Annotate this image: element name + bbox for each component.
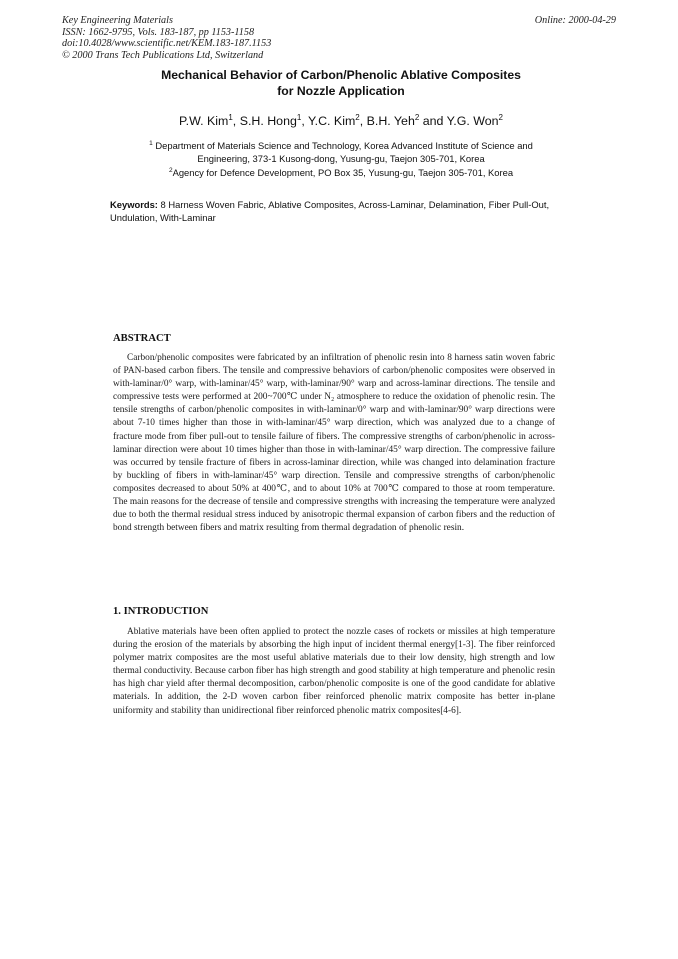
author-affil-mark: 1 bbox=[228, 113, 233, 122]
abstract-heading: ABSTRACT bbox=[113, 333, 171, 344]
online-date: Online: 2000-04-29 bbox=[534, 15, 616, 26]
affiliation-1 bbox=[60, 138, 622, 165]
abstract-paragraph: Carbon/phenolic composites were fabricated by an infiltration of phenolic resin into 8 harness satin woven fabric of PAN-based carbon fibers. The tensile and compressive behaviors of carbon/phenolic composites were observed in with-laminar/0° warp, with-laminar/45° warp, with-laminar/90° warp and across-laminar directions. The tensile and compressive tests were performed at 200~700℃ under N₂ atmosphere to reduce the oxidation of phenolic resin. The tensile strengths of carbon/phenolic composites in with-laminar/0° warp and with-laminar/90° warp directions were about 7-10 times higher than those in with-laminar/45° warp direction, which was analyzed due to a change of fracture mode from fiber pull-out to tensile failure of fibers. The compressive strengths of carbon/phenolic in across-laminar direction were about 10 times higher than those in with-laminar/45° warp direction. The compressive failure was occurred by tensile fracture of fibers in across-laminar direction, while was changed into delamination fracture by buckling of fibers in with-laminar/45° warp direction. Tensile and compressive strengths of carbon/phenolic composites decreased to about 50% at 400℃, and to about 10% at 700℃ compared to those at room temperature. The main reasons for the decrease of tensile and compressive strengths with increasing the temperature were analyzed due to both the thermal residual stress induced by anisotropic thermal expansion of carbon fibers and the reduction of bond strength between fibers and matrix resulting from thermal degradation of phenolic resin. bbox=[113, 353, 555, 534]
affiliation-1-line-2: Engineering, 373-1 Kusong-dong, Yusung-gu, Taejon 305-701, Korea bbox=[197, 152, 485, 164]
author-list bbox=[60, 113, 622, 128]
author-separator: , bbox=[359, 114, 367, 129]
author-separator: , bbox=[301, 114, 308, 129]
affiliation-1-line-1: Department of Materials Science and Technology, Korea Advanced Institute of Science and bbox=[155, 140, 533, 152]
introduction-paragraph: Ablative materials have been often applied to protect the nozzle cases of rockets or missiles at high temperature during the erosion of the materials by absorbing the high input of incident thermal energy[1-3]. The fiber reinforced polymer matrix composites are the most useful ablative materials due to their low density, high strength and low thermal conductivity. Because carbon fiber has high strength and good stability at high temperature and phenolic resin has high char yield after thermal decomposition, carbon/phenolic composite is one of the good candidate for ablative materials. In addition, the 2-D woven carbon fiber reinforced phenolic matrix composite has better in-plane uniformity and stability than unidirectional fiber reinforced phenolic matrix composites[4-6]. bbox=[113, 627, 555, 716]
journal-header bbox=[62, 15, 271, 61]
affiliation-2 bbox=[60, 165, 622, 180]
title-line-2: for Nozzle Application bbox=[277, 83, 405, 98]
introduction-heading: 1. INTRODUCTION bbox=[113, 606, 209, 617]
author-affil-mark: 2 bbox=[414, 113, 420, 122]
author-name: S.H. Hong bbox=[239, 114, 297, 129]
issn-line: ISSN: 1662-9795, Vols. 183-187, pp 1153-1158 bbox=[62, 26, 255, 38]
keywords bbox=[110, 199, 568, 224]
author-affil-mark: 2 bbox=[355, 113, 360, 122]
author-separator: , bbox=[232, 114, 240, 129]
affiliation-mark: 1 bbox=[149, 140, 153, 147]
author-affil-mark: 2 bbox=[498, 113, 503, 122]
title-line-1: Mechanical Behavior of Carbon/Phenolic Ablative Composites bbox=[161, 68, 521, 82]
paper-title bbox=[60, 68, 622, 99]
affiliation-mark: 2 bbox=[168, 167, 173, 174]
keywords-label: Keywords: bbox=[110, 199, 158, 210]
journal-name: Key Engineering Materials bbox=[62, 15, 173, 26]
copyright-line: © 2000 Trans Tech Publications Ltd, Switzerland bbox=[62, 49, 264, 61]
author-conjunction: and bbox=[419, 114, 447, 129]
author-name: Y.G. Won bbox=[446, 114, 499, 129]
affiliation-2-text: Agency for Defence Development, PO Box 35, Yusung-gu, Taejon 305-701, Korea bbox=[172, 167, 514, 179]
author-name: P.W. Kim bbox=[179, 114, 229, 129]
author-name: B.H. Yeh bbox=[366, 114, 415, 129]
author-name: Y.C. Kim bbox=[307, 114, 356, 129]
keywords-text: 8 Harness Woven Fabric, Ablative Composites, Across-Laminar, Delamination, Fiber Pull-Out, Undulation, With-Laminar bbox=[110, 199, 550, 223]
author-affil-mark: 1 bbox=[296, 113, 302, 122]
doi-line: doi:10.4028/www.scientific.net/KEM.183-187.1153 bbox=[62, 38, 272, 50]
